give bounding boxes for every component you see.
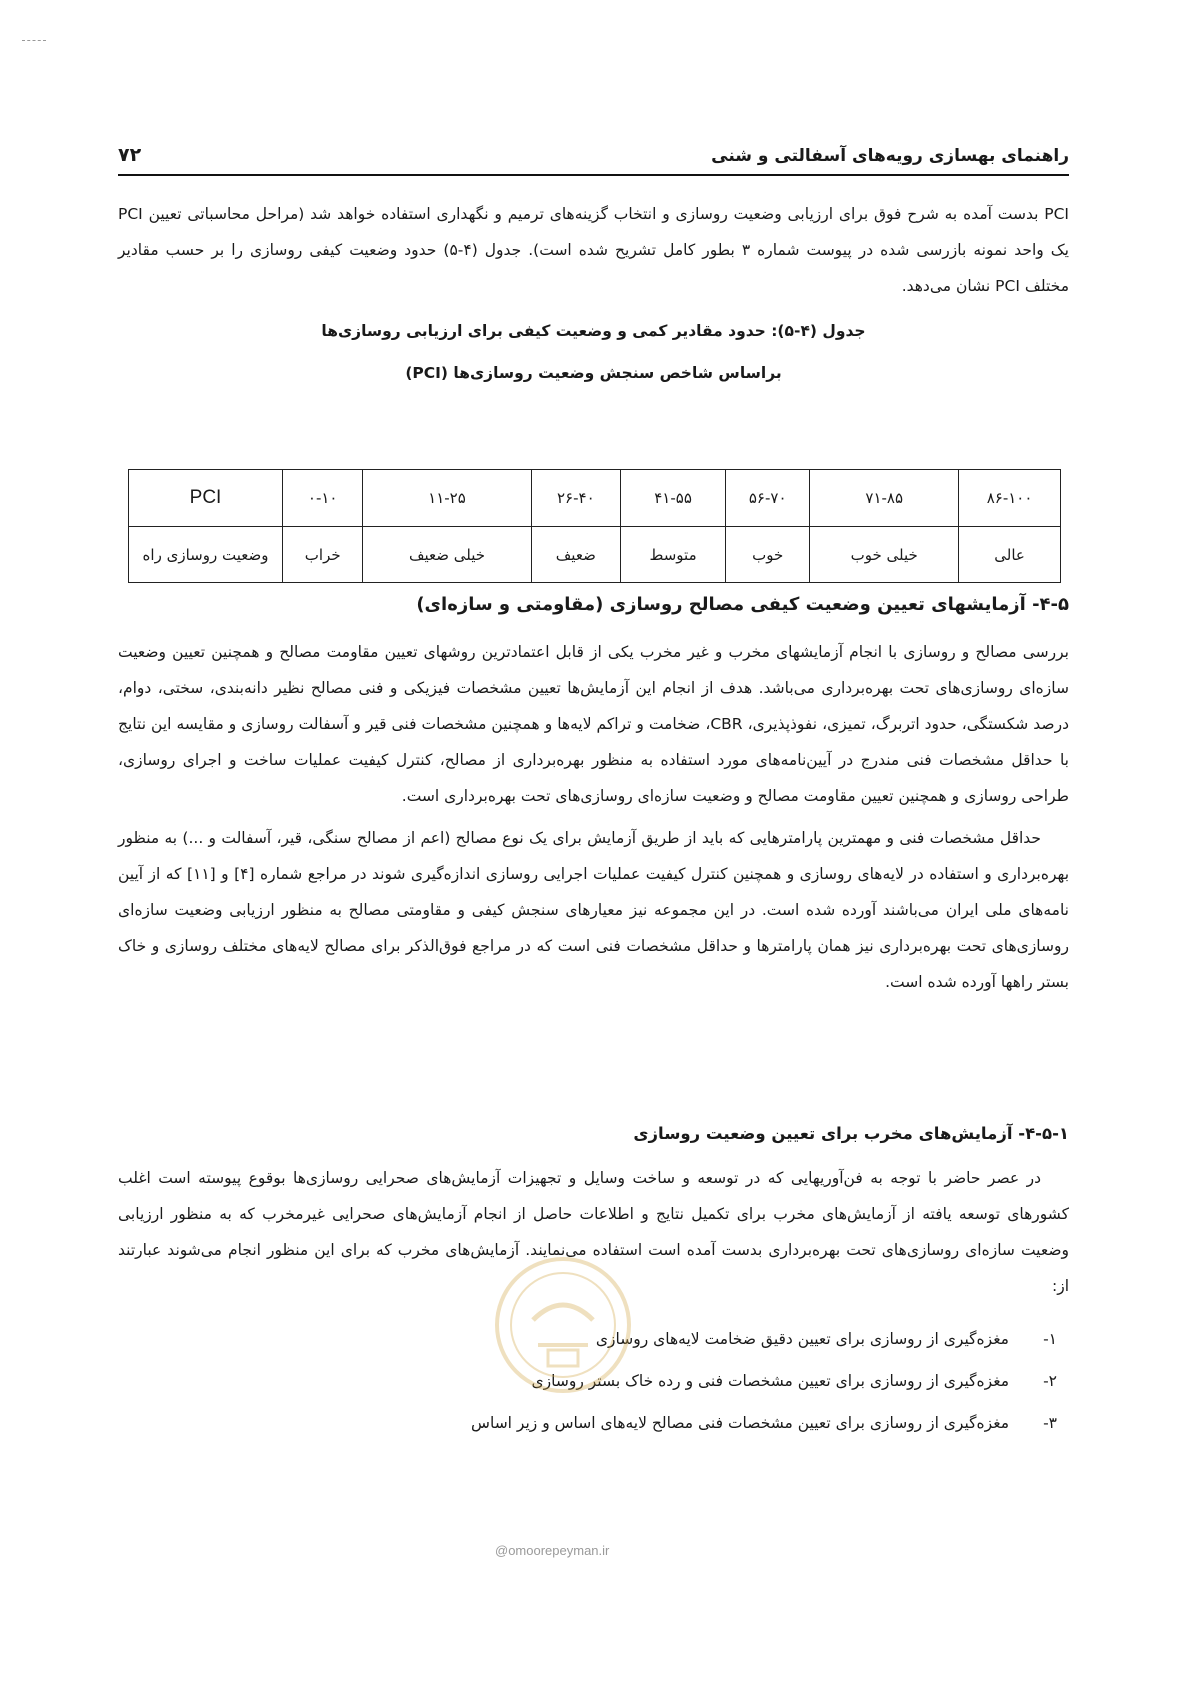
table-cell: متوسط [621,527,726,583]
table-cell: ۵۶-۷۰ [726,470,810,527]
list-item [118,1402,1069,1444]
table-cell: خراب [283,527,363,583]
pci-range-row [129,470,1061,527]
list-item-number: ۲- [1043,1372,1057,1390]
section-heading-4-5: ۴-۵- آزمایشهای تعیین وضعیت کیفی مصالح روسازی (مقاومتی و سازه‌ای) [416,594,1069,615]
list-item-text: مغزه‌گیری از روسازی برای تعیین مشخصات فنی و رده خاک بستر روسازی [531,1372,1009,1390]
table-cell: ۲۶-۴۰ [531,470,621,527]
intro-paragraph: PCI بدست آمده به شرح فوق برای ارزیابی وضعیت روسازی و انتخاب گزینه‌های ترمیم و نگهداری استفاده خواهد شد (مراحل محاسباتی تعیین PCI یک واحد نمونه بازرسی شده در پیوست شماره ۳ بطور کامل تشریح شده است). جدول (۴-۵) حدود وضعیت کیفی روسازی را بر حسب مقادیر مختلف PCI نشان می‌دهد. [118,205,1069,295]
list-item-text: مغزه‌گیری از روسازی برای تعیین مشخصات فنی مصالح لایه‌های اساس و زیر اساس [471,1414,1009,1432]
table-cell: ۴۱-۵۵ [621,470,726,527]
table-cell: ضعیف [531,527,621,583]
page-header [118,140,1069,176]
intro-block [118,196,1069,304]
running-head-title: راهنمای بهسازی رویه‌های آسفالتی و شنی [711,146,1069,166]
table-caption-line1: جدول (۴-۵): حدود مقادیر کمی و وضعیت کیفی برای ارزیابی روسازی‌ها [321,322,866,340]
watermark-url: @omoorepeyman.ir [495,1543,610,1558]
section-4-5-1-paragraph: در عصر حاضر با توجه به فن‌آوریهایی که در توسعه و ساخت وسایل و تجهیزات آزمایش‌های صحرایی روسازی‌ها بوقوع پیوسته است اغلب کشورهای توسعه یافته از آزمایش‌های مخرب برای تکمیل نتایج و اطلاعات حاصل از انجام آزمایش‌های صحرایی غیرمخرب که به منظور ارزیابی وضعیت سازه‌ای روسازی‌های تحت بهره‌برداری بدست آمده است استفاده می‌نمایند. آزمایش‌های مخرب که برای این منظور انجام می‌شوند عبارتند از: [118,1169,1069,1295]
corner-scan-mark [22,40,46,41]
table-cell: خیلی ضعیف [363,527,531,583]
list-item-number: ۱- [1043,1330,1057,1348]
section-heading-4-5-1: ۴-۵-۱- آزمایش‌های مخرب برای تعیین وضعیت روسازی [633,1124,1069,1143]
row-header-pci: PCI [129,470,283,527]
table-cell: ۱۱-۲۵ [363,470,531,527]
list-item-text: مغزه‌گیری از روسازی برای تعیین دقیق ضخامت لایه‌های روسازی [595,1330,1009,1348]
pci-condition-table [128,469,1061,583]
table-caption-line2: براساس شاخص سنجش وضعیت روسازی‌ها (PCI) [405,364,782,382]
condition-row [129,527,1061,583]
table-cell: ۰-۱۰ [283,470,363,527]
list-item-number: ۳- [1043,1414,1057,1432]
row-header-condition: وضعیت روسازی راه [129,527,283,583]
table-cell: ۷۱-۸۵ [810,470,959,527]
table-cell: خیلی خوب [810,527,959,583]
page-number: ۷۲ [118,144,142,166]
section-4-5-body [118,634,1069,1000]
section-4-5-paragraph-2: حداقل مشخصات فنی و مهمترین پارامترهایی که باید از طریق آزمایش برای یک نوع مصالح (اعم از مصالح سنگی، قیر، آسفالت و ...) به منظور بهره‌برداری و استفاده در لایه‌های روسازی و همچنین کنترل کیفیت عملیات اجرایی روسازی اندازه‌گیری شوند در مراجع شماره [۴] و [۱۱] که از آیین نامه‌های ملی ایران می‌باشند آورده شده است. در این مجموعه نیز معیارهای سنجش کیفی و مقاومتی مصالح به منظور ارزیابی وضعیت سازه‌ای روسازی‌های تحت بهره‌برداری نیز همان پارامترها و حداقل مشخصات فنی است که در مراجع فوق‌الذکر برای مصالح لایه‌های مختلف روسازی و خاک بستر راهها آورده شده است. [118,829,1070,991]
section-4-5-paragraph-1: بررسی مصالح و روسازی با انجام آزمایشهای مخرب و غیر مخرب یکی از قابل اعتمادترین روشهای تعیین مقاومت مصالح و همچنین تعیین وضعیت سازه‌ای روسازی‌های تحت بهره‌برداری می‌باشد. هدف از انجام این آزمایش‌ها تعیین مشخصات فیزیکی و فنی مصالح نظیر دانه‌بندی، سختی، دوام، درصد شکستگی، حدود اتربرگ، تمیزی، نفوذپذیری، CBR، ضخامت و تراکم لایه‌ها و همچنین مشخصات فنی قیر و آسفالت روسازی و مقایسه این نتایج با حداقل مشخصات فنی مندرج در آیین‌نامه‌های مورد استفاده به منظور بهره‌برداری از مصالح، کنترل کیفیت عملیات ساخت و اجرای روسازی، طراحی روسازی و همچنین تعیین مقاومت مصالح و وضعیت سازه‌ای روسازی‌های تحت بهره‌برداری است. [118,643,1069,805]
table-cell: خوب [726,527,810,583]
table-cell: عالی [959,527,1061,583]
watermark-logo-icon [478,1250,648,1400]
table-cell: ۸۶-۱۰۰ [959,470,1061,527]
